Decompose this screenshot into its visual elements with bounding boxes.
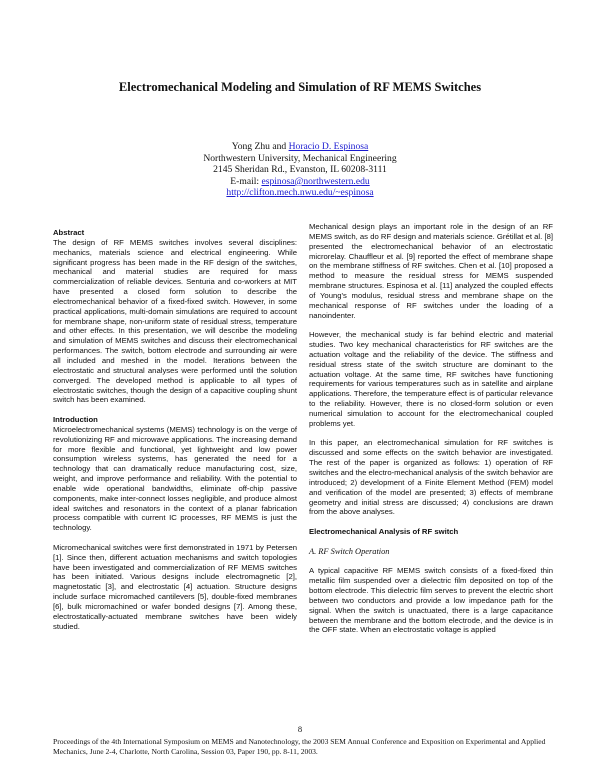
address: 2145 Sheridan Rd., Evanston, IL 60208-3111 <box>213 164 387 176</box>
right-paragraph-2: However, the mechanical study is far behind electric and material studies. Two key mechanical characteristics for RF switches are the actuation voltage and the reliability of the device. The stiffness and residual stress state of the switch structure are dominant to the actuation voltage. At the same time, RF switches have functioning requirements for various temperatures such as in satellite and airplane applications. Therefore, the temperature effect is of particular relevance to the reliability. However, there is no closed-form solution or even numerical simulation to account for the electromechanical coupled problems yet. <box>309 330 553 428</box>
footer-citation: Proceedings of the 4th International Symposium on MEMS and Nanotechnology, the 2003 SEM Annual Conference and Exposition on Experimental and Applied Mechanics, June 2-4, Charlotte, North Carolina, Session 03, Paper 190, pp. 8-11, 2003. <box>53 737 546 756</box>
right-paragraph-3: In this paper, an electromechanical simulation for RF switches is discussed and some effects on the switch behavior are investigated. The rest of the paper is organized as follows: 1) operation of RF switches and the electro-mechanical analysis of the switch behavior are introduced; 2) development of a Finite Element Method (FEM) model and verification of the model are presented; 3) effects of membrane geometry and initial stress are discussed; 4) conclusions are drawn from the above analyses. <box>309 438 553 517</box>
email-label: E-mail: <box>230 175 262 187</box>
author-line <box>0 141 600 153</box>
right-column <box>309 222 553 645</box>
intro-paragraph-1: Microelectromechanical systems (MEMS) technology is on the verge of revolutionizing RF and microwave applications. The increasing demand for more flexible and functional, yet lightweight and low power consumption wireless systems, has generated the need for a technology that can dramatically reduce manufacturing cost, size, weight, and improve performance and reliability. With the potential to enable wide operational bandwidths, eliminate off-chip passive components, make inter-connect losses negligible, and produce almost ideal switches and resonators in the context of a planar fabrication process compatible with current IC processes, RF MEMS is just the technology. <box>53 424 297 533</box>
email-line <box>0 176 600 188</box>
paper-title: Electromechanical Modeling and Simulation of RF MEMS Switches <box>118 80 482 94</box>
intro-paragraph-2: Micromechanical switches were first demonstrated in 1971 by Petersen [1]. Since then, different actuation mechanisms and switch topologies have been investigated and commercialization of RF MEMS switches has been initiated. Various designs include electromagnetic [2], magnetostatic [3], and electrostatic [4] actuation. Structure designs include surface micromached cantilevers [5], double-fixed membranes [6], bulk micromachined or wafer bonded designs [7]. Among these, electrostatically-actuated membrane switches have been widely studied. <box>53 542 297 631</box>
right-paragraph-4: A typical capacitive RF MEMS switch consists of a fixed-fixed thin metallic film suspended over a dielectric film deposited on top of the bottom electrode. This dielectric film serves to prevent the electric short between two conductors and provide a low impedance path for the signal. When the switch is unactuated, there is a large capacitance between the membrane and the bottom electrode, and the device is in the OFF state. When an electrostatic voltage is applied <box>309 566 553 635</box>
author-block <box>0 141 600 199</box>
abstract-heading: Abstract <box>53 228 85 237</box>
subsection-heading: A. RF Switch Operation <box>309 546 390 556</box>
left-column <box>53 228 297 641</box>
section-heading: Electromechanical Analysis of RF switch <box>309 527 459 537</box>
page-number: 8 <box>297 724 303 734</box>
author-name-link[interactable]: Horacio D. Espinosa <box>288 141 369 152</box>
introduction-heading: Introduction <box>53 414 98 424</box>
right-paragraph-1: Mechanical design plays an important role in the design of an RF MEMS switch, as do RF design and materials science. Grétillat et al. [8] presented the electromechanical behavior of an electrostatic microrelay. Chauffleur et al. [9] reported the effect of membrane shape on the membrane stiffness of RF switches. Chen et al. [10] proposed a method to measure the residual stress for MEMS suspended membrane structures. Espinosa et al. [11] analyzed the coupled effects of Young's modulus, residual stress and membrane shape on the mechanical response of RF switches under the loading of a nanoindenter. <box>309 222 553 320</box>
author-name: Yong Zhu and <box>231 141 289 152</box>
email-link[interactable]: espinosa@northwestern.edu <box>261 175 370 187</box>
abstract-text: The design of RF MEMS switches involves several disciplines: mechanics, materials science and electrical engineering. While significant progress has been made in the RF design of the switches, mechanical and material studies are required for mass commercialization of reliable devices. Senturia and co-workers at MIT have presented a closed form solution to describe the electromechanical behavior of a fixed-fixed switch. However, in some practical applications, multi-domain simulations are required to account for membrane shape, non-uniform state of residual stress, temperature and other effects. In this presentation, we will describe the modeling and simulation of MEMS switches and discuss their electromechanical performances. The switch, bottom electrode and surrounding air were all included and meshed in the model. Iterations between the electrostatic and structural analyses were performed until the solution converged. The developed method is applicable to all types of electrostatic switches, though the design of a capacitive coupling shunt switch has been examined. <box>53 237 297 405</box>
homepage-link[interactable]: http://clifton.mech.nwu.edu/~espinosa <box>226 187 374 199</box>
affiliation: Northwestern University, Mechanical Engineering <box>203 152 397 164</box>
